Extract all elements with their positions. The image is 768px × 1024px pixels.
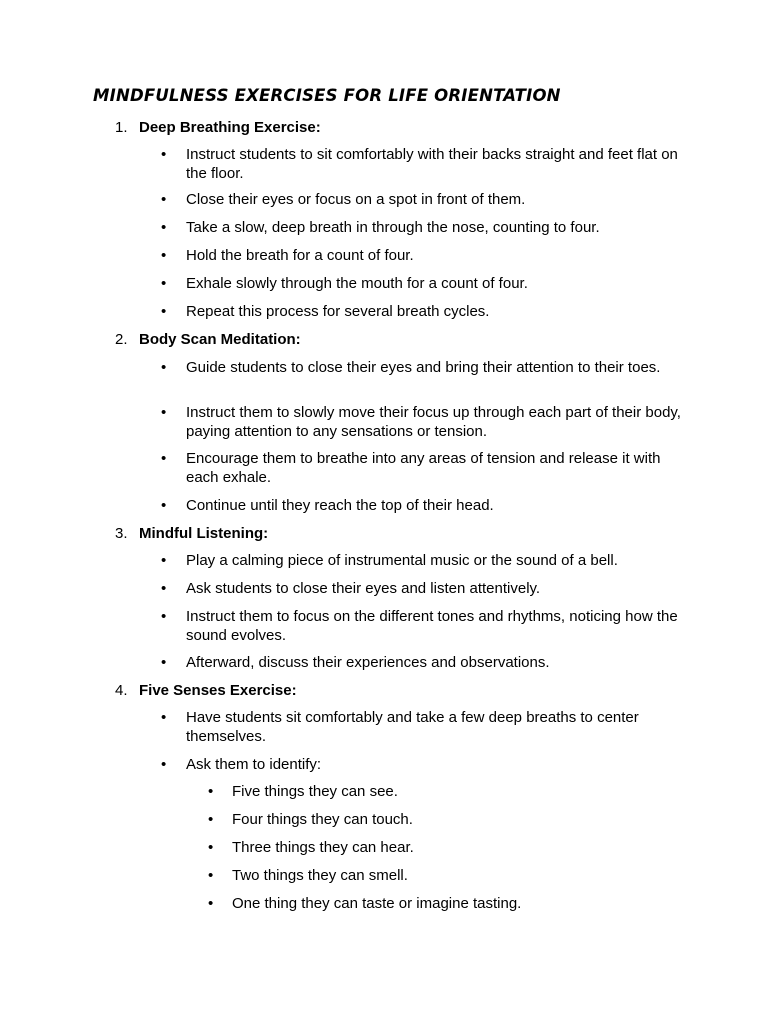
section-3-item-2: Ask students to close their eyes and listen attentively. xyxy=(186,580,541,597)
bullet-icon: • xyxy=(161,497,167,514)
bullet-icon: • xyxy=(161,552,167,569)
section-1-item-6: Repeat this process for several breath cycles. xyxy=(186,303,490,320)
section-4-subitem-2: Four things they can touch. xyxy=(232,811,413,828)
bullet-icon: • xyxy=(161,404,167,421)
section-4-subitem-1: Five things they can see. xyxy=(232,783,398,800)
section-2-number: 2. xyxy=(115,331,128,348)
bullet-icon: • xyxy=(161,247,167,264)
section-1-number: 1. xyxy=(115,119,128,136)
bullet-icon: • xyxy=(161,191,167,208)
bullet-icon: • xyxy=(208,839,214,856)
bullet-icon: • xyxy=(208,895,214,912)
section-1-item-1: Instruct students to sit comfortably with their backs straight and feet flat on the floor. xyxy=(186,146,678,182)
section-2-item-3: Encourage them to breathe into any areas of tension and release it with each exhale. xyxy=(186,450,661,486)
bullet-icon: • xyxy=(161,608,167,625)
bullet-icon: • xyxy=(161,580,167,597)
section-4-subitem-5: One thing they can taste or imagine tasting. xyxy=(232,895,522,912)
section-3-number: 3. xyxy=(115,525,128,542)
bullet-icon: • xyxy=(208,867,214,884)
section-4-heading: Five Senses Exercise: xyxy=(139,682,297,699)
section-2-item-1: Guide students to close their eyes and bring their attention to their toes. xyxy=(186,359,661,376)
section-4-item-1: Have students sit comfortably and take a few deep breaths to center themselves. xyxy=(186,709,639,745)
section-1-item-4: Hold the breath for a count of four. xyxy=(186,247,414,264)
section-4-subitem-3: Three things they can hear. xyxy=(232,839,414,856)
bullet-icon: • xyxy=(208,811,214,828)
section-3-item-4: Afterward, discuss their experiences and observations. xyxy=(186,654,550,671)
bullet-icon: • xyxy=(161,756,167,773)
section-1-heading: Deep Breathing Exercise: xyxy=(139,119,321,136)
bullet-icon: • xyxy=(208,783,214,800)
section-1-item-3: Take a slow, deep breath in through the nose, counting to four. xyxy=(186,219,600,236)
bullet-icon: • xyxy=(161,654,167,671)
section-1-item-5: Exhale slowly through the mouth for a count of four. xyxy=(186,275,528,292)
section-2-heading: Body Scan Meditation: xyxy=(139,331,301,348)
section-1-item-2: Close their eyes or focus on a spot in front of them. xyxy=(186,191,526,208)
bullet-icon: • xyxy=(161,709,167,726)
bullet-icon: • xyxy=(161,146,167,163)
bullet-icon: • xyxy=(161,303,167,320)
section-3-item-1: Play a calming piece of instrumental music or the sound of a bell. xyxy=(186,552,618,569)
bullet-icon: • xyxy=(161,275,167,292)
section-4-subitem-4: Two things they can smell. xyxy=(232,867,408,884)
bullet-icon: • xyxy=(161,450,167,467)
section-2-item-4: Continue until they reach the top of their head. xyxy=(186,497,494,514)
section-3-heading: Mindful Listening: xyxy=(139,525,269,542)
bullet-icon: • xyxy=(161,219,167,236)
section-2-item-2: Instruct them to slowly move their focus up through each part of their body, paying attention to any sensations or tension. xyxy=(186,404,681,440)
section-4-item-2: Ask them to identify: xyxy=(186,756,322,773)
document-title: MINDFULNESS EXERCISES FOR LIFE ORIENTATION xyxy=(93,86,561,105)
section-4-number: 4. xyxy=(115,682,128,699)
bullet-icon: • xyxy=(161,359,167,376)
section-3-item-3: Instruct them to focus on the different tones and rhythms, noticing how the sound evolves. xyxy=(186,608,678,644)
